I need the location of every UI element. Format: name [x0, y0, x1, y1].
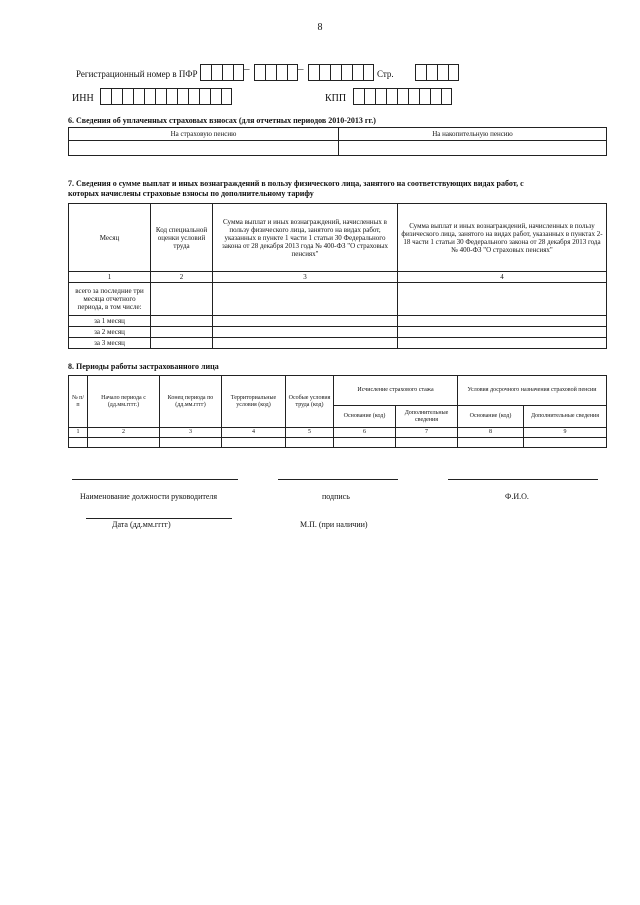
- fio-line[interactable]: [448, 479, 598, 480]
- s7-row-month1-code[interactable]: [151, 316, 213, 327]
- s7-row-total-label: всего за последние три месяца отчетного периода, в том числе:: [69, 283, 151, 316]
- position-caption: Наименование должности руководителя: [80, 492, 218, 501]
- s7-num-4: 4: [398, 272, 607, 283]
- page-cells[interactable]: [415, 64, 459, 81]
- s7-row-month3-sum1[interactable]: [213, 338, 398, 349]
- page-number: 8: [317, 22, 323, 33]
- kpp-label: КПП: [325, 93, 347, 104]
- reg-number-group-2[interactable]: [254, 64, 298, 81]
- date-line[interactable]: [86, 518, 232, 519]
- s7-header-sum-p2-18: Сумма выплат и иных вознаграждений, начисленных в пользу физического лица, занятого на видах работ, указанных в пунктах 2-18 части 1 статьи 30 Федерального закона от 28 декабря 2013 года № 400-ФЗ "О страховых пенсиях": [398, 204, 607, 272]
- s7-row-month3-code[interactable]: [151, 338, 213, 349]
- section8-title: 8. Периоды работы застрахованного лица: [68, 362, 219, 371]
- s7-num-2: 2: [151, 272, 213, 283]
- date-caption: Дата (дд.мм.гггг): [112, 520, 171, 529]
- s8-cell[interactable]: [88, 438, 160, 448]
- reg-number-group-3[interactable]: [308, 64, 374, 81]
- s7-num-3: 3: [213, 272, 398, 283]
- inn-label: ИНН: [72, 93, 94, 104]
- s6-value-pension[interactable]: [69, 141, 339, 156]
- s8-cell[interactable]: [396, 438, 458, 448]
- s8-header-extra2: Дополнительные сведения: [524, 406, 607, 428]
- s8-header-extra1: Дополнительные сведения: [396, 406, 458, 428]
- s8-header-end: Конец периода по (дд.мм.гггг): [160, 376, 222, 428]
- s7-row-month1-label: за 1 месяц: [69, 316, 151, 327]
- s8-cell[interactable]: [334, 438, 396, 448]
- s7-row-month1-sum2[interactable]: [398, 316, 607, 327]
- s8-cell[interactable]: [524, 438, 607, 448]
- s8-num-2: 2: [88, 428, 160, 438]
- position-line[interactable]: [72, 479, 238, 480]
- s8-cell[interactable]: [286, 438, 334, 448]
- s8-num-7: 7: [396, 428, 458, 438]
- reg-number-group-1[interactable]: [200, 64, 244, 81]
- s8-header-experience: Исчисление страхового стажа: [334, 376, 458, 406]
- s7-row-month2-sum1[interactable]: [213, 327, 398, 338]
- section7-title-line2: которых начислены страховые взносы по дополнительному тарифу: [68, 189, 314, 198]
- s8-cell[interactable]: [160, 438, 222, 448]
- section8-table: [68, 375, 607, 448]
- s7-row-month2-label: за 2 месяц: [69, 327, 151, 338]
- section7-table: [68, 203, 607, 349]
- s8-num-1: 1: [69, 428, 88, 438]
- section6-title: 6. Сведения об уплаченных страховых взносах (для отчетных периодов 2010-2013 гг.): [68, 116, 376, 125]
- signature-caption: подпись: [322, 492, 350, 501]
- s8-header-basis1: Основание (код): [334, 406, 396, 428]
- s8-num-8: 8: [458, 428, 524, 438]
- section6-table: [68, 127, 607, 156]
- s7-header-code: Код специальной оценки условий труда: [151, 204, 213, 272]
- s8-num-5: 5: [286, 428, 334, 438]
- s8-header-special: Особые условия труда (код): [286, 376, 334, 428]
- signature-line[interactable]: [278, 479, 398, 480]
- s7-row-month3-sum2[interactable]: [398, 338, 607, 349]
- inn-cells[interactable]: [100, 88, 232, 105]
- section7-title-line1: 7. Сведения о сумме выплат и иных вознаграждений в пользу физического лица, занятого на соответствующих видах работ, с: [68, 179, 524, 188]
- s7-num-1: 1: [69, 272, 151, 283]
- s8-num-9: 9: [524, 428, 607, 438]
- s7-row-total-sum2[interactable]: [398, 283, 607, 316]
- s7-row-total-code[interactable]: [151, 283, 213, 316]
- s7-header-month: Месяц: [69, 204, 151, 272]
- s8-num-3: 3: [160, 428, 222, 438]
- s7-row-month2-code[interactable]: [151, 327, 213, 338]
- s8-cell[interactable]: [222, 438, 286, 448]
- s8-cell[interactable]: [69, 438, 88, 448]
- kpp-cells[interactable]: [353, 88, 452, 105]
- s7-row-month1-sum1[interactable]: [213, 316, 398, 327]
- s7-row-month2-sum2[interactable]: [398, 327, 607, 338]
- s8-header-territorial: Территориальные условия (код): [222, 376, 286, 428]
- s7-header-sum-p1: Сумма выплат и иных вознаграждений, начисленных в пользу физического лица, занятого на видах работ, указанных в пункте 1 части 1 статьи 30 Федерального закона от 28 декабря 2013 года № 400-ФЗ "О страховых пенсиях": [213, 204, 398, 272]
- s7-row-month3-label: за 3 месяц: [69, 338, 151, 349]
- s8-header-basis2: Основание (код): [458, 406, 524, 428]
- s8-num-4: 4: [222, 428, 286, 438]
- s8-header-num: № п/п: [69, 376, 88, 428]
- s8-cell[interactable]: [458, 438, 524, 448]
- reg-number-label: Регистрационный номер в ПФР: [76, 69, 198, 79]
- reg-dash-1: –: [244, 63, 250, 75]
- s6-col-funded: На накопительную пенсию: [339, 128, 607, 141]
- stamp-caption: М.П. (при наличии): [300, 520, 368, 529]
- s8-header-early: Условия досрочного назначения страховой пенсии: [458, 376, 607, 406]
- s6-col-pension: На страховую пенсию: [69, 128, 339, 141]
- s6-value-funded[interactable]: [339, 141, 607, 156]
- s8-num-6: 6: [334, 428, 396, 438]
- s7-row-total-sum1[interactable]: [213, 283, 398, 316]
- reg-dash-2: –: [298, 63, 304, 75]
- s8-header-start: Начало периода с (дд.мм.гггг.): [88, 376, 160, 428]
- page-label: Стр.: [377, 69, 394, 79]
- fio-caption: Ф.И.О.: [505, 492, 529, 501]
